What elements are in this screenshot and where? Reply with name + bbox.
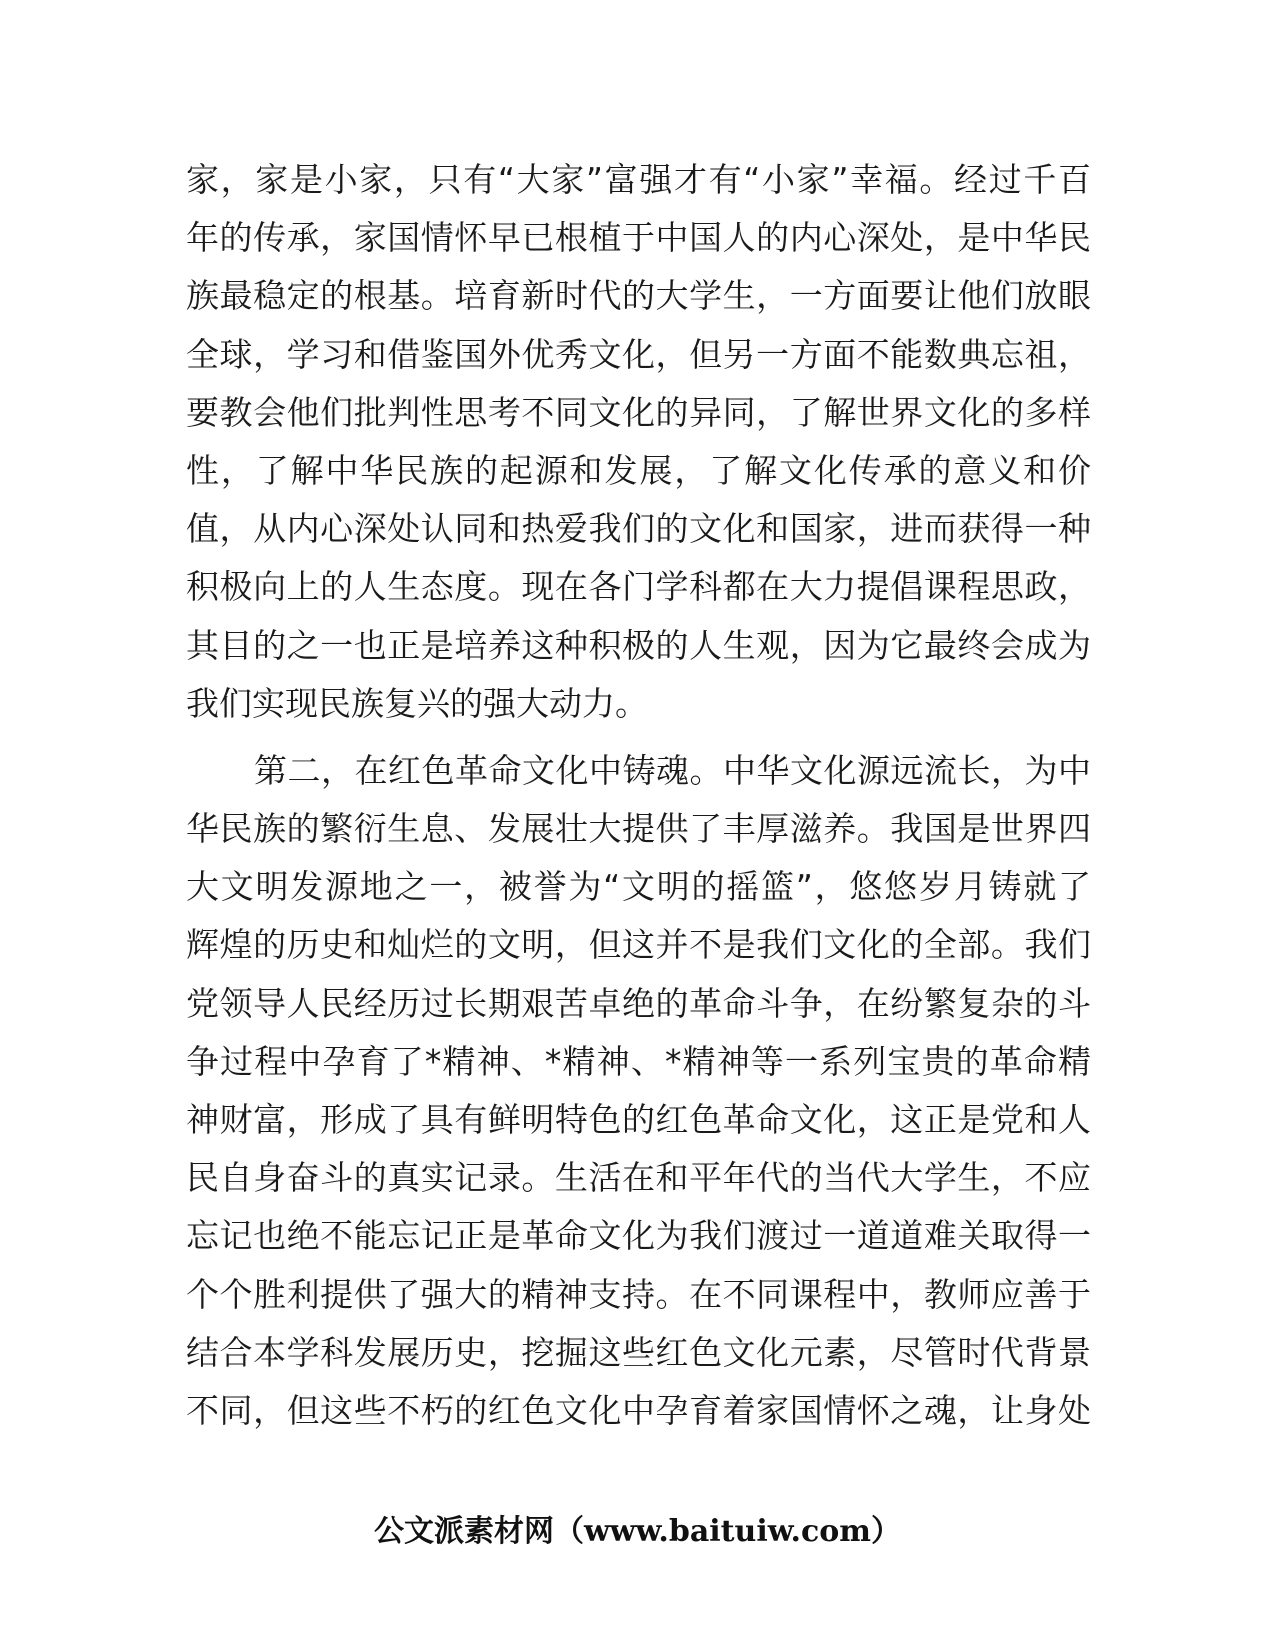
- text-line: 积极向上的人生态度。现在各门学科都在大力提倡课程思政，: [186, 567, 1091, 607]
- text-line: 要教会他们批判性思考不同文化的异同，了解世界文化的多样: [186, 392, 1091, 432]
- document-body: [186, 151, 1091, 1440]
- text-line: 其目的之一也正是培养这种积极的人生观，因为它最终会成为: [186, 625, 1091, 665]
- text-line: 全球，学习和借鉴国外优秀文化，但另一方面不能数典忘祖，: [186, 334, 1091, 374]
- text-line: 第二，在红色革命文化中铸魂。中华文化源远流长，为中: [254, 750, 1091, 790]
- text-line: 不同，但这些不朽的红色文化中孕育着家国情怀之魂，让身处: [186, 1390, 1091, 1430]
- text-line: 结合本学科发展历史，挖掘这些红色文化元素，尽管时代背景: [186, 1332, 1091, 1372]
- text-line: 忘记也绝不能忘记正是革命文化为我们渡过一道道难关取得一: [186, 1216, 1091, 1256]
- paragraph-2: [186, 742, 1091, 1440]
- text-line: 神财富，形成了具有鲜明特色的红色革命文化，这正是党和人: [186, 1100, 1091, 1139]
- text-line: 值，从内心深处认同和热爱我们的文化和国家，进而获得一种: [186, 509, 1091, 549]
- text-line: 党领导人民经历过长期艰苦卓绝的革命斗争，在纷繁复杂的斗: [186, 983, 1091, 1023]
- text-line: 辉煌的历史和灿烂的文明，但这并不是我们文化的全部。我们: [186, 925, 1091, 965]
- text-line: 家，家是小家，只有“大家”富强才有“小家”幸福。经过千百: [186, 160, 1091, 199]
- text-line: 华民族的繁衍生息、发展壮大提供了丰厚滋养。我国是世界四: [186, 809, 1091, 849]
- text-line: 年的传承，家国情怀早已根植于中国人的内心深处，是中华民: [186, 218, 1091, 258]
- paragraph-gap: [186, 733, 1091, 742]
- text-line: 族最稳定的根基。培育新时代的大学生，一方面要让他们放眼: [186, 276, 1091, 316]
- page-footer-watermark: 公文派素材网（www.baituiw.com）: [373, 1514, 902, 1549]
- paragraph-1: [186, 151, 1091, 733]
- text-line: 民自身奋斗的真实记录。生活在和平年代的当代大学生，不应: [186, 1158, 1091, 1198]
- text-line: 争过程中孕育了*精神、*精神、*精神等一系列宝贵的革命精: [186, 1041, 1091, 1081]
- text-line: 我们实现民族复兴的强大动力。: [186, 683, 648, 723]
- text-line: 性，了解中华民族的起源和发展，了解文化传承的意义和价: [186, 450, 1091, 490]
- text-line: 大文明发源地之一，被誉为“文明的摇篮”，悠悠岁月铸就了: [186, 867, 1091, 907]
- text-line: 个个胜利提供了强大的精神支持。在不同课程中，教师应善于: [186, 1274, 1091, 1314]
